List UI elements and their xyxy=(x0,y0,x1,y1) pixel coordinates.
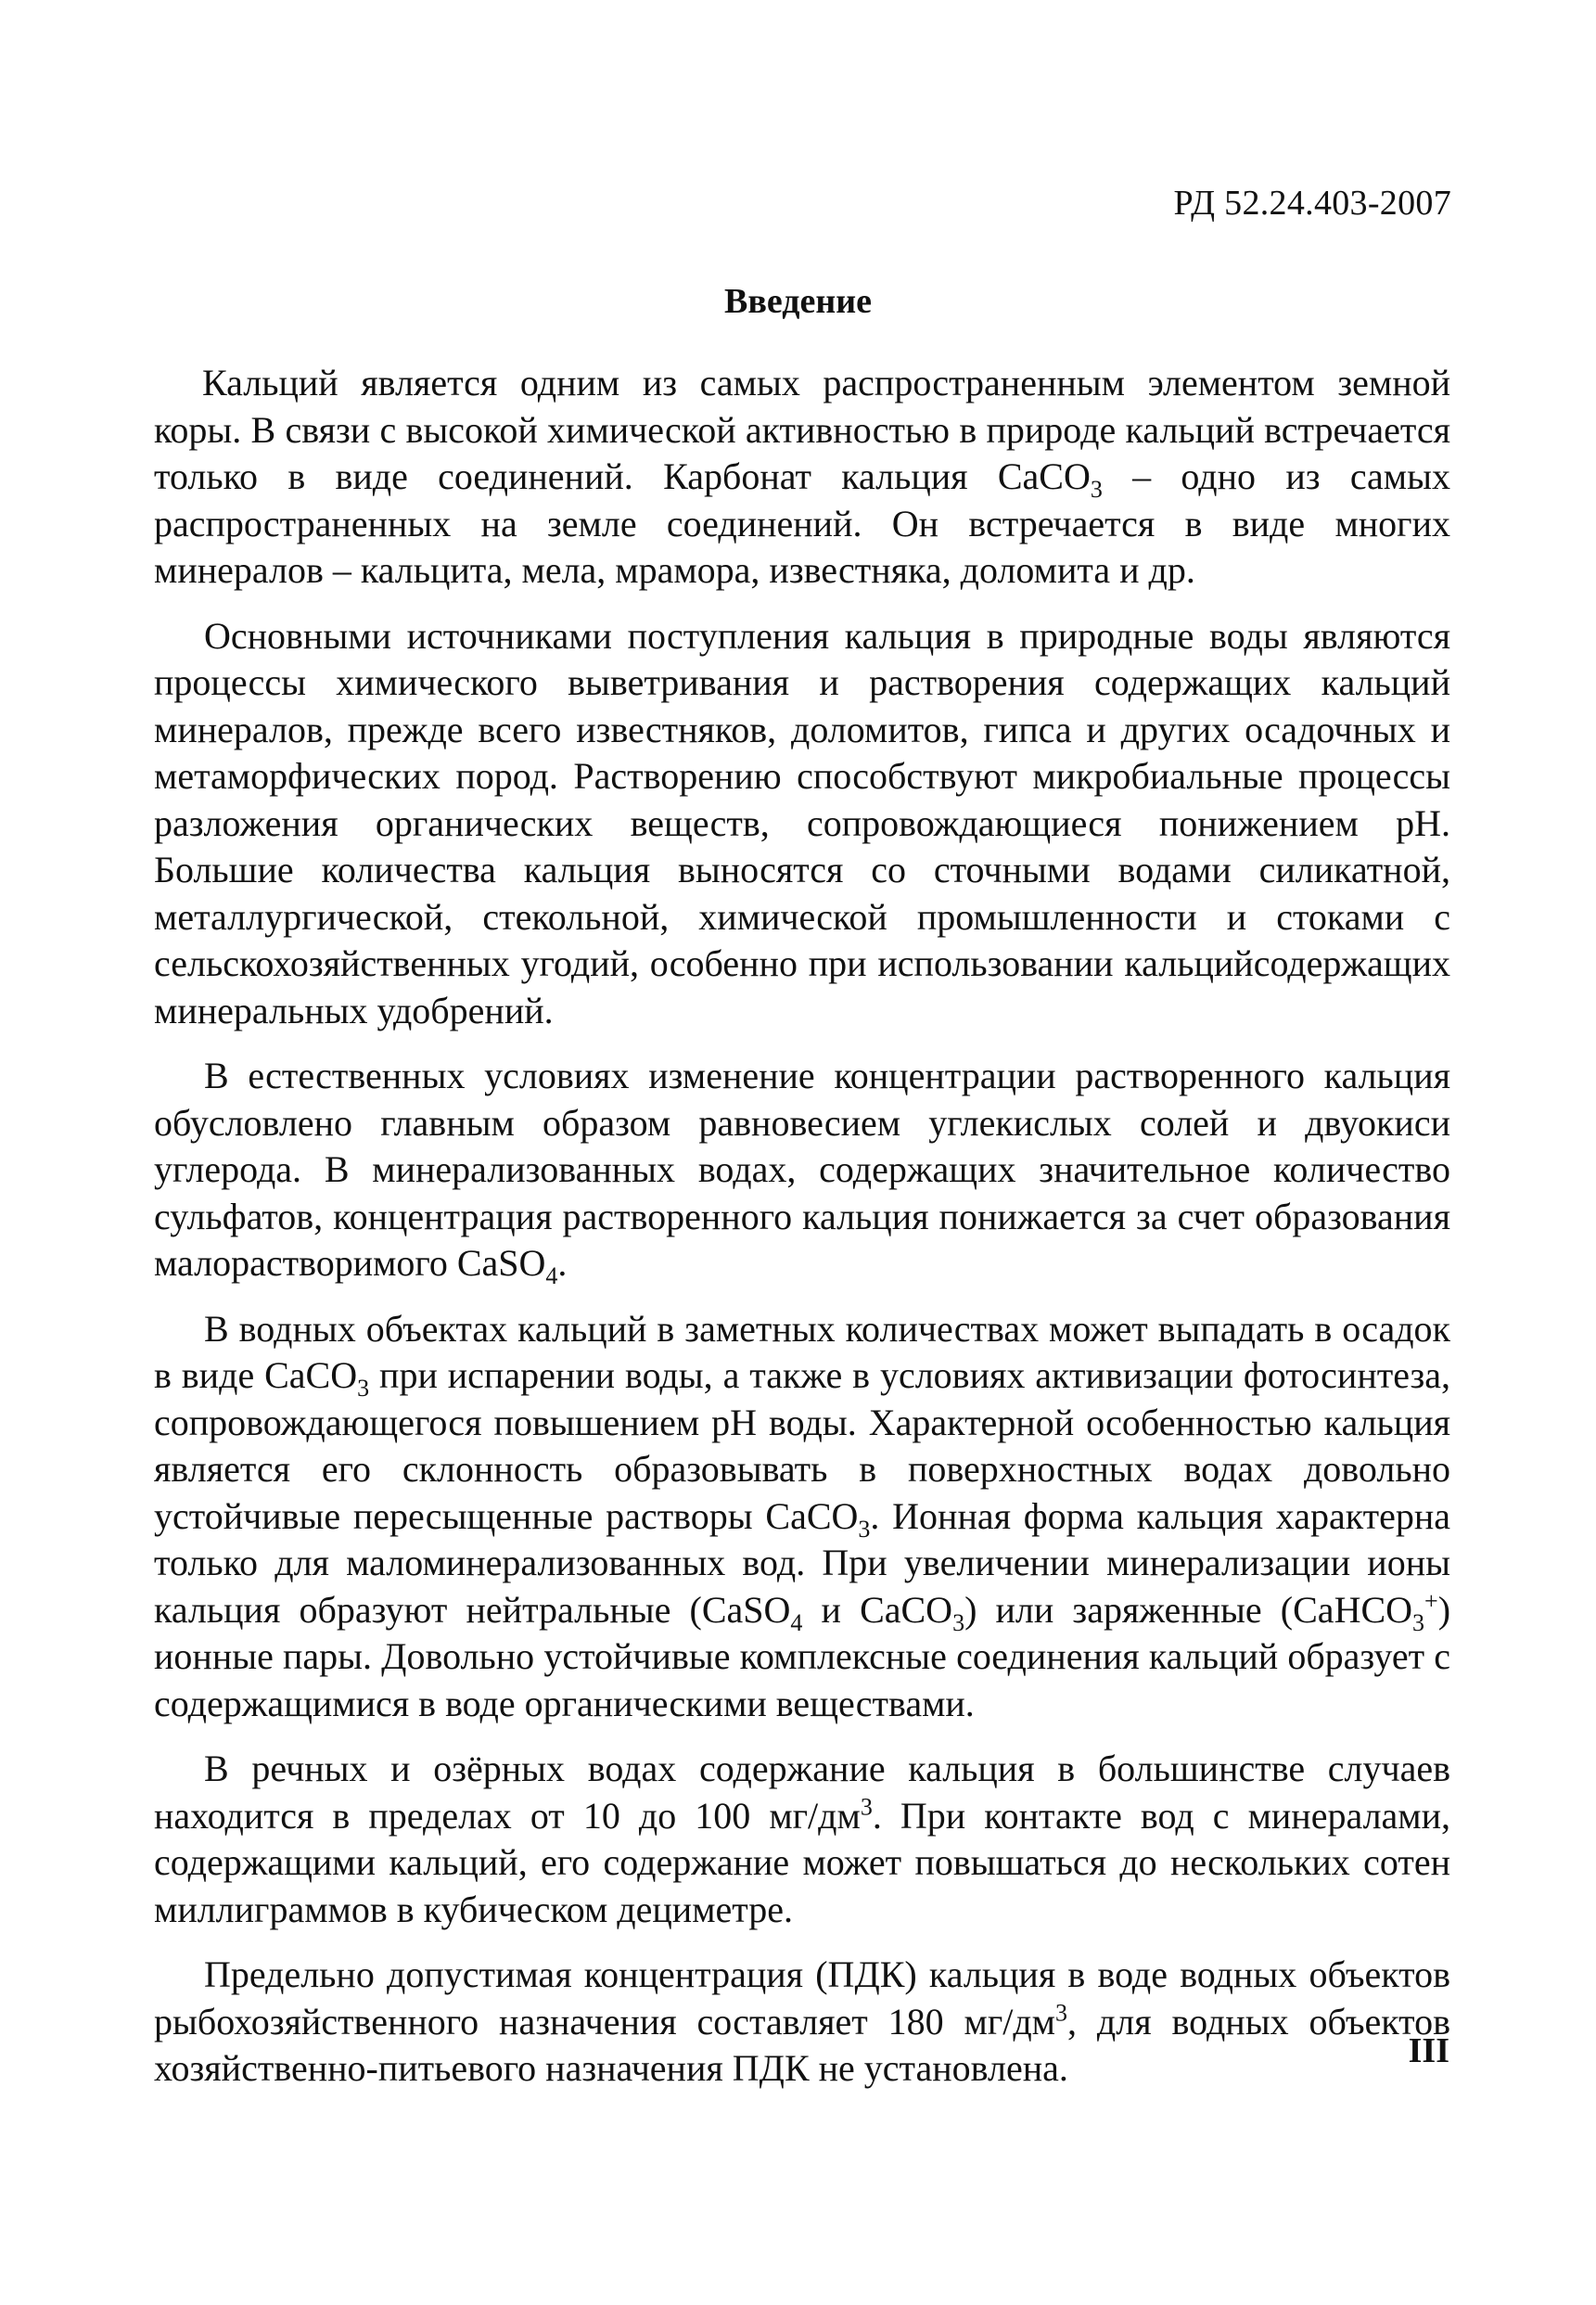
paragraph-3 xyxy=(154,1053,1450,1287)
paragraph-4-text-a: В водных объектах кальций в заметных количествах может выпадать в осадок в виде CaCO xyxy=(154,1307,1450,1396)
paragraph-6-text-c: , для водных объектов хозяйственно-питьевого назначения ПДК не установлена. xyxy=(154,2000,1451,2089)
subscript: 4 xyxy=(790,1608,803,1636)
document-code: РД 52.24.403-2007 xyxy=(1173,184,1451,223)
paragraph-5 xyxy=(154,1746,1450,1933)
body-text xyxy=(154,360,1450,2111)
paragraph-1-text-a: Кальций является одним из самых распространенным элементом земной коры. В связи с высокой химической активностью в природе кальций встречается только в виде соединений. Карбонат кальция CaCO xyxy=(154,362,1450,497)
superscript: + xyxy=(1424,1587,1438,1615)
subscript: 3 xyxy=(858,1515,871,1543)
paragraph-1-text-c: – одно из самых распространенных на земле соединений. Он встречается в виде многих минералов – кальцита, мела, мрамора, известняка, доломита и др. xyxy=(154,455,1450,591)
paragraph-6-text-a: Предельно допустимая концентрация (ПДК) кальция в воде водных объектов рыбохозяйственного назначения составляет 180 мг/дм xyxy=(154,1953,1450,2042)
subscript: 3 xyxy=(357,1375,370,1402)
section-title: Введение xyxy=(724,282,872,321)
page-number: III xyxy=(1408,2031,1449,2070)
paragraph-1 xyxy=(154,360,1450,595)
paragraph-4-text-l: ) ионные пары. Довольно устойчивые комплексные соединения кальций образует с содержащимися в воде органическими веществами. xyxy=(154,1588,1451,1724)
paragraph-5-text-a: В речных и озёрных водах содержание кальция в большинстве случаев находится в пределах от 10 до 100 мг/дм xyxy=(154,1748,1450,1837)
paragraph-3-text-a: В естественных условиях изменение концентрации растворенного кальция обусловлено главным образом равновесием углекислых солей и двуокиси углерода. В минерализованных водах, содержащих значительное количество сульфатов, концентрация растворенного кальция понижается за счет образования малорастворимого CaSO xyxy=(154,1055,1450,1284)
paragraph-5-text-c: . При контакте вод с минералами, содержащими кальций, его содержание может повышаться до нескольких сотен миллиграммов в кубическом дециметре. xyxy=(154,1794,1450,1930)
paragraph-6 xyxy=(154,1952,1450,2093)
subscript: 3 xyxy=(1090,476,1103,503)
paragraph-3-text-c: . xyxy=(557,1242,568,1284)
superscript: 3 xyxy=(1055,1999,1067,2027)
subscript: 4 xyxy=(545,1262,558,1289)
subscript: 3 xyxy=(952,1608,965,1636)
paragraph-2-text: Основными источниками поступления кальция в природные воды являются процессы химического выветривания и растворения содержащих кальций минералов, прежде всего известняков, доломитов, гипса и других осадочных и метаморфических пород. Растворению способствуют микробиальные процессы разложения органических веществ, сопровождающиеся понижением pH. Большие количества кальция выносятся со сточными водами силикатной, металлургической, стекольной, химической промышленности и стоками с сельскохозяйственных угодий, особенно при использовании кальцийсодержащих минеральных удобрений. xyxy=(154,614,1450,1031)
paragraph-2 xyxy=(154,613,1450,1035)
superscript: 3 xyxy=(860,1793,873,1821)
paragraph-4-text-g: и CaCO xyxy=(802,1588,953,1631)
paragraph-4-text-c: при испарении воды, а также в условиях активизации фотосинтеза, сопровождающегося повышением pH воды. Характерной особенностью кальция является его склонность образовывать в поверхностных водах довольно устойчивые пересыщенные растворы CaCO xyxy=(154,1354,1451,1537)
paragraph-4-text-e: . Ионная форма кальция характерна только для маломинерализованных вод. При увеличении минерализации ионы кальция образуют нейтральные (CaSO xyxy=(154,1494,1450,1631)
paragraph-4-text-i: ) или заряженные (CaHCO xyxy=(964,1588,1413,1631)
subscript: 3 xyxy=(1412,1608,1425,1636)
paragraph-4 xyxy=(154,1306,1450,1728)
